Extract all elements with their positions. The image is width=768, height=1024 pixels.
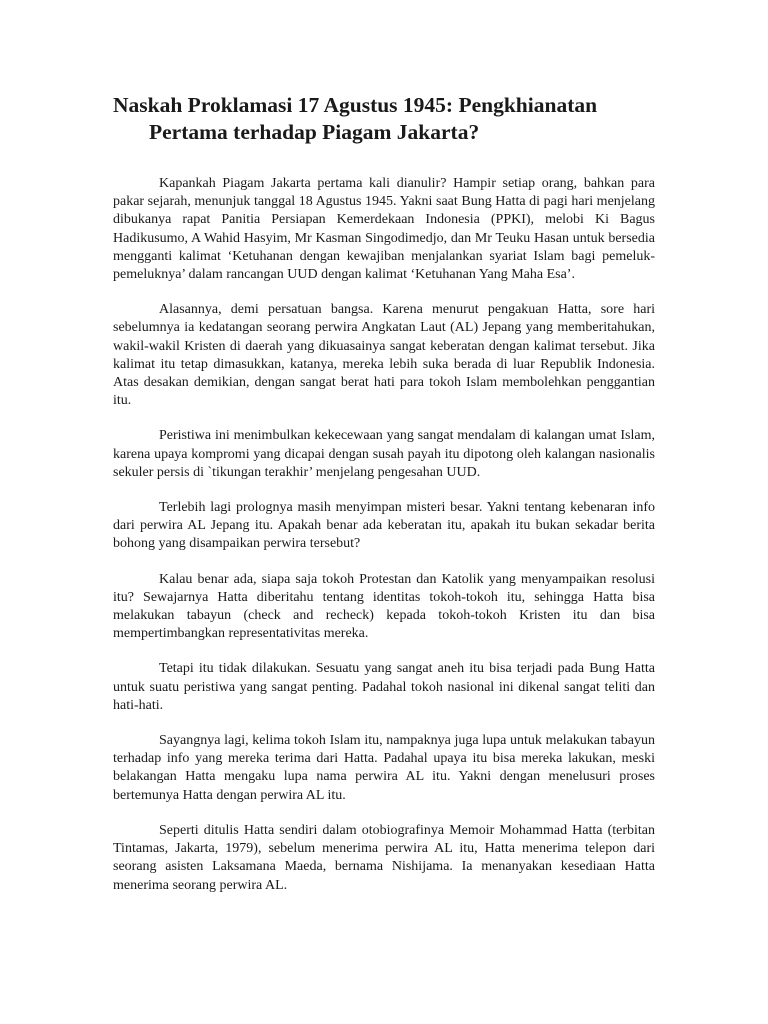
paragraph-7: Sayangnya lagi, kelima tokoh Islam itu, nampaknya juga lupa untuk melakukan tabayun terhadap info yang mereka terima dari Hatta. Padahal upaya itu bisa mereka lakukan, meski belakangan Hatta mengaku lupa nama perwira AL itu. Yakni dengan menelusuri proses bertemunya Hatta dengan perwira AL itu. — [113, 733, 655, 803]
paragraph-5: Kalau benar ada, siapa saja tokoh Protestan dan Katolik yang menyampaikan resolusi itu? Sewajarnya Hatta diberitahu tentang identitas tokoh-tokoh itu, sehingga Hatta bisa melakukan tabayun (check and recheck) kepada tokoh-tokoh Kristen itu dan bisa mempertimbangkan representativitas mereka. — [113, 571, 655, 642]
title-line-1: Naskah Proklamasi 17 Agustus 1945: Pengkhianatan — [113, 93, 598, 117]
title-line-2: Pertama terhadap Piagam Jakarta? — [149, 120, 480, 144]
paragraph-3: Peristiwa ini menimbulkan kekecewaan yang sangat mendalam di kalangan umat Islam, karena upaya kompromi yang dicapai dengan susah payah itu dipotong oleh kalangan nasionalis sekuler persis di `tikungan terakhir’ menjelang pengesahan UUD. — [113, 428, 655, 480]
paragraph-2: Alasannya, demi persatuan bangsa. Karena menurut pengakuan Hatta, sore hari sebelumnya ia kedatangan seorang perwira Angkatan Laut (AL) Jepang yang memberitahukan, wakil-wakil Kristen di daerah yang dikuasainya sangat keberatan dengan kalimat tersebut. Jika kalimat itu tetap dimasukkan, katanya, mereka lebih suka berada di luar Republik Indonesia. Atas desakan demikian, dengan sangat berat hati para tokoh Islam membolehkan penggantian itu. — [113, 302, 655, 409]
paragraph-8: Seperti ditulis Hatta sendiri dalam otobiografinya Memoir Mohammad Hatta (terbitan Tintamas, Jakarta, 1979), sebelum menerima perwira AL itu, Hatta menerima telepon dari seorang asisten Laksamana Maeda, bernama Nishijama. Ia menanyakan kesediaan Hatta menerima seorang perwira AL. — [113, 822, 655, 893]
document-title — [113, 92, 655, 146]
paragraph-4: Terlebih lagi prolognya masih menyimpan misteri besar. Yakni tentang kebenaran info dari perwira AL Jepang itu. Apakah benar ada keberatan itu, apakah itu bukan sekadar berita bohong yang disampaikan perwira tersebut? — [113, 500, 655, 552]
paragraph-6: Tetapi itu tidak dilakukan. Sesuatu yang sangat aneh itu bisa terjadi pada Bung Hatta untuk suatu peristiwa yang sangat penting. Padahal tokoh nasional ini dikenal sangat teliti dan hati-hati. — [113, 661, 655, 713]
paragraph-1: Kapankah Piagam Jakarta pertama kali dianulir? Hampir setiap orang, bahkan para pakar sejarah, menunjuk tanggal 18 Agustus 1945. Yakni saat Bung Hatta di pagi hari menjelang dibukanya rapat Panitia Persiapan Kemerdekaan Indonesia (PPKI), melobi Ki Bagus Hadikusumo, A Wahid Hasyim, Mr Kasman Singodimedjo, dan Mr Teuku Hasan untuk bersedia mengganti kalimat ‘Ketuhanan dengan kewajiban menjalankan syariat Islam bagi pemeluk-pemeluknya’ dalam rancangan UUD dengan kalimat ‘Ketuhanan Yang Maha Esa’. — [113, 176, 655, 283]
